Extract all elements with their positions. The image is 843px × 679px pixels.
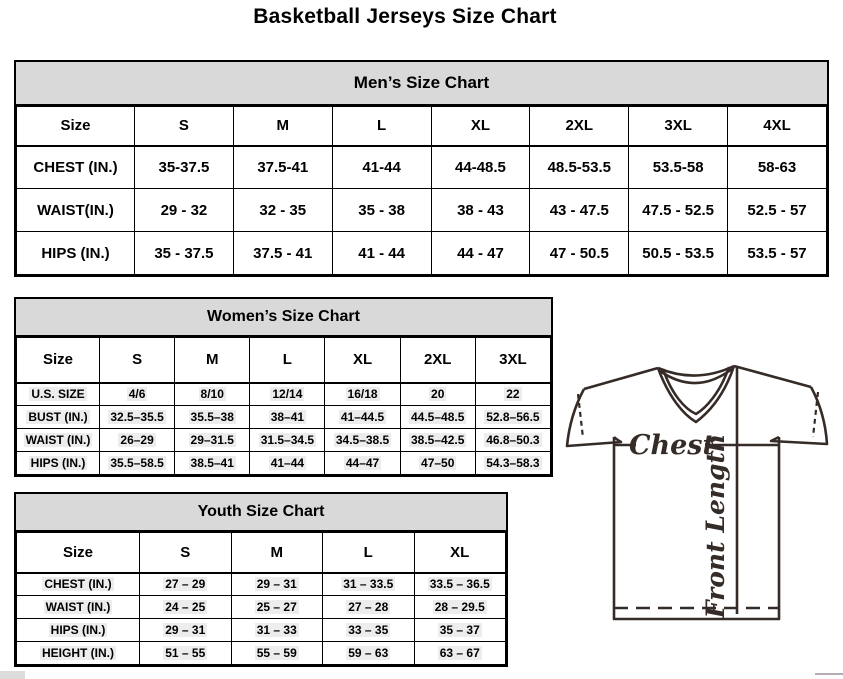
youth-row-label <box>17 573 140 596</box>
women-row-label <box>17 452 100 475</box>
scrollbar-fragment-left <box>0 671 25 679</box>
men-row-label: WAIST(IN.) <box>17 189 135 232</box>
highlighted-text: 28 – 29.5 <box>434 600 485 614</box>
women-value-cell <box>475 383 550 406</box>
youth-column-header: XL <box>414 533 506 573</box>
men-value-cell: 52.5 - 57 <box>728 189 827 232</box>
highlighted-text: 31 – 33.5 <box>343 577 394 592</box>
men-value-cell: 53.5 - 57 <box>728 232 827 275</box>
men-column-header: XL <box>431 107 530 146</box>
highlighted-text: 32.5–35.5 <box>110 410 164 424</box>
youth-header-row <box>17 533 506 573</box>
women-value-cell <box>250 429 325 452</box>
men-value-cell: 29 - 32 <box>135 189 234 232</box>
women-value-cell <box>475 452 550 475</box>
men-value-cell: 37.5 - 41 <box>233 232 332 275</box>
highlighted-text: 41–44 <box>270 456 305 470</box>
highlighted-text: 51 – 55 <box>165 646 206 660</box>
women-column-header: XL <box>325 338 400 383</box>
highlighted-text: 20 <box>431 387 445 402</box>
highlighted-text: 63 – 67 <box>439 646 480 660</box>
youth-column-header: Size <box>17 533 140 573</box>
men-value-cell: 35 - 38 <box>332 189 431 232</box>
women-row-label <box>17 429 100 452</box>
highlighted-text: 29–31.5 <box>190 433 234 447</box>
youth-value-cell <box>140 573 232 596</box>
women-value-cell <box>100 383 175 406</box>
jersey-left-shoulder-line <box>584 368 658 389</box>
highlighted-text: 35.5–38 <box>190 410 234 424</box>
mens-chart-title: Men’s Size Chart <box>16 62 827 106</box>
men-value-cell: 44 - 47 <box>431 232 530 275</box>
youth-chart-title: Youth Size Chart <box>16 494 506 532</box>
highlighted-text: WAIST (IN.) <box>25 433 91 447</box>
youth-value-cell <box>140 619 232 642</box>
women-column-header: M <box>175 338 250 383</box>
highlighted-text: 38.5–42.5 <box>411 433 465 447</box>
men-value-cell: 43 - 47.5 <box>530 189 629 232</box>
women-value-cell <box>400 383 475 406</box>
highlighted-text: 31 – 33 <box>256 623 297 637</box>
highlighted-text: 27 – 29 <box>165 577 206 592</box>
mens-size-chart <box>14 60 829 277</box>
women-value-cell <box>100 429 175 452</box>
youth-value-cell <box>323 619 415 642</box>
men-value-cell: 50.5 - 53.5 <box>629 232 728 275</box>
highlighted-text: 35.5–58.5 <box>110 456 164 470</box>
men-value-cell: 48.5-53.5 <box>530 146 629 189</box>
men-column-header: S <box>135 107 234 146</box>
highlighted-text: 54.3–58.3 <box>486 456 540 470</box>
highlighted-text: HIPS (IN.) <box>50 623 106 637</box>
highlighted-text: 31.5–34.5 <box>260 433 315 447</box>
youth-value-cell <box>140 642 232 665</box>
women-value-cell <box>400 452 475 475</box>
highlighted-text: 44.5–48.5 <box>411 410 465 424</box>
women-value-cell <box>100 406 175 429</box>
highlighted-text: 47–50 <box>421 456 455 470</box>
women-value-cell <box>325 383 400 406</box>
women-value-cell <box>475 429 550 452</box>
men-column-header: 3XL <box>629 107 728 146</box>
womens-chart-title: Women’s Size Chart <box>16 299 551 337</box>
youth-column-header: S <box>140 533 232 573</box>
women-measure-row <box>17 383 551 406</box>
men-value-cell: 35 - 37.5 <box>135 232 234 275</box>
women-measure-row <box>17 452 551 475</box>
men-column-header: 4XL <box>728 107 827 146</box>
youth-value-cell <box>323 596 415 619</box>
highlighted-text: WAIST (IN.) <box>45 600 111 614</box>
highlighted-text: 38.5–41 <box>190 456 234 470</box>
women-value-cell <box>175 429 250 452</box>
women-value-cell <box>325 452 400 475</box>
highlighted-text: 29 – 31 <box>165 623 206 637</box>
jersey-right-shoulder-line <box>734 366 811 387</box>
women-row-label <box>17 383 100 406</box>
highlighted-text: 25 – 27 <box>256 600 297 614</box>
men-value-cell: 38 - 43 <box>431 189 530 232</box>
youth-row-label <box>17 642 140 665</box>
men-column-header: 2XL <box>530 107 629 146</box>
youth-value-cell <box>414 596 506 619</box>
youth-value-cell <box>414 642 506 665</box>
women-measure-row <box>17 429 551 452</box>
highlighted-text: HEIGHT (IN.) <box>42 646 114 660</box>
women-value-cell <box>250 406 325 429</box>
men-row-label: HIPS (IN.) <box>17 232 135 275</box>
highlighted-text: 44–47 <box>345 456 380 470</box>
youth-value-cell <box>231 642 323 665</box>
youth-value-cell <box>231 573 323 596</box>
highlighted-text: BUST (IN.) <box>28 410 88 424</box>
highlighted-text: 59 – 63 <box>348 646 389 660</box>
highlighted-text: 8/10 <box>200 387 224 402</box>
highlighted-text: HIPS (IN.) <box>30 456 86 470</box>
youth-value-cell <box>323 573 415 596</box>
highlighted-text: 34.5–38.5 <box>335 433 390 447</box>
women-column-header: Size <box>17 338 100 383</box>
chest-label: Chest <box>629 430 715 461</box>
highlighted-text: 27 – 28 <box>348 600 389 614</box>
youth-row-label <box>17 596 140 619</box>
men-value-cell: 32 - 35 <box>233 189 332 232</box>
highlighted-text: 26–29 <box>120 433 154 447</box>
men-row-label: CHEST (IN.) <box>17 146 135 189</box>
youth-value-cell <box>414 619 506 642</box>
women-value-cell <box>175 383 250 406</box>
youth-row-label <box>17 619 140 642</box>
women-value-cell <box>175 452 250 475</box>
highlighted-text: CHEST (IN.) <box>44 577 112 592</box>
women-value-cell <box>325 406 400 429</box>
women-value-cell <box>325 429 400 452</box>
jersey-body-outline <box>614 437 779 619</box>
jersey-measurement-diagram <box>558 353 838 625</box>
women-value-cell <box>250 383 325 406</box>
youth-measure-row <box>17 573 506 596</box>
youth-value-cell <box>414 573 506 596</box>
highlighted-text: 16/18 <box>347 387 378 402</box>
highlighted-text: 33.5 – 36.5 <box>429 577 490 592</box>
front-length-label: Front Length <box>701 433 730 619</box>
highlighted-text: 35 – 37 <box>439 623 480 637</box>
men-column-header: Size <box>17 107 135 146</box>
highlighted-text: 24 – 25 <box>165 600 206 614</box>
women-value-cell <box>475 406 550 429</box>
highlighted-text: 52.8–56.5 <box>486 410 540 424</box>
men-value-cell: 37.5-41 <box>233 146 332 189</box>
men-value-cell: 41-44 <box>332 146 431 189</box>
highlighted-text: 22 <box>506 387 520 402</box>
women-header-row <box>17 338 551 383</box>
womens-size-table <box>16 337 551 475</box>
scrollbar-fragment-right <box>815 673 843 675</box>
men-header-row <box>17 107 827 146</box>
men-column-header: M <box>233 107 332 146</box>
women-measure-row <box>17 406 551 429</box>
youth-measure-row <box>17 596 506 619</box>
women-column-header: S <box>100 338 175 383</box>
men-value-cell: 58-63 <box>728 146 827 189</box>
highlighted-text: 55 – 59 <box>256 646 297 660</box>
highlighted-text: 29 – 31 <box>256 577 297 592</box>
women-value-cell <box>250 452 325 475</box>
highlighted-text: 12/14 <box>272 387 303 402</box>
highlighted-text: 41–44.5 <box>340 410 385 424</box>
women-value-cell <box>175 406 250 429</box>
men-value-cell: 44-48.5 <box>431 146 530 189</box>
men-value-cell: 47.5 - 52.5 <box>629 189 728 232</box>
men-value-cell: 53.5-58 <box>629 146 728 189</box>
youth-value-cell <box>140 596 232 619</box>
women-column-header: L <box>250 338 325 383</box>
youth-value-cell <box>231 619 323 642</box>
womens-size-chart <box>14 297 553 477</box>
youth-size-table <box>16 532 506 665</box>
youth-measure-row <box>17 619 506 642</box>
women-row-label <box>17 406 100 429</box>
men-value-cell: 41 - 44 <box>332 232 431 275</box>
men-column-header: L <box>332 107 431 146</box>
men-measure-row <box>17 146 827 189</box>
youth-column-header: L <box>323 533 415 573</box>
highlighted-text: 38–41 <box>270 410 305 424</box>
youth-size-chart <box>14 492 508 667</box>
youth-measure-row <box>17 642 506 665</box>
highlighted-text: 33 – 35 <box>348 623 389 637</box>
youth-value-cell <box>323 642 415 665</box>
men-measure-row <box>17 189 827 232</box>
youth-value-cell <box>231 596 323 619</box>
youth-column-header: M <box>231 533 323 573</box>
highlighted-text: 4/6 <box>128 387 146 402</box>
men-value-cell: 47 - 50.5 <box>530 232 629 275</box>
highlighted-text: 46.8–50.3 <box>486 433 540 447</box>
women-column-header: 3XL <box>475 338 550 383</box>
mens-size-table <box>16 106 827 275</box>
women-value-cell <box>400 429 475 452</box>
women-value-cell <box>100 452 175 475</box>
highlighted-text: U.S. SIZE <box>31 387 85 402</box>
page-title: Basketball Jerseys Size Chart <box>253 5 557 28</box>
men-value-cell: 35-37.5 <box>135 146 234 189</box>
women-column-header: 2XL <box>400 338 475 383</box>
women-value-cell <box>400 406 475 429</box>
men-measure-row <box>17 232 827 275</box>
